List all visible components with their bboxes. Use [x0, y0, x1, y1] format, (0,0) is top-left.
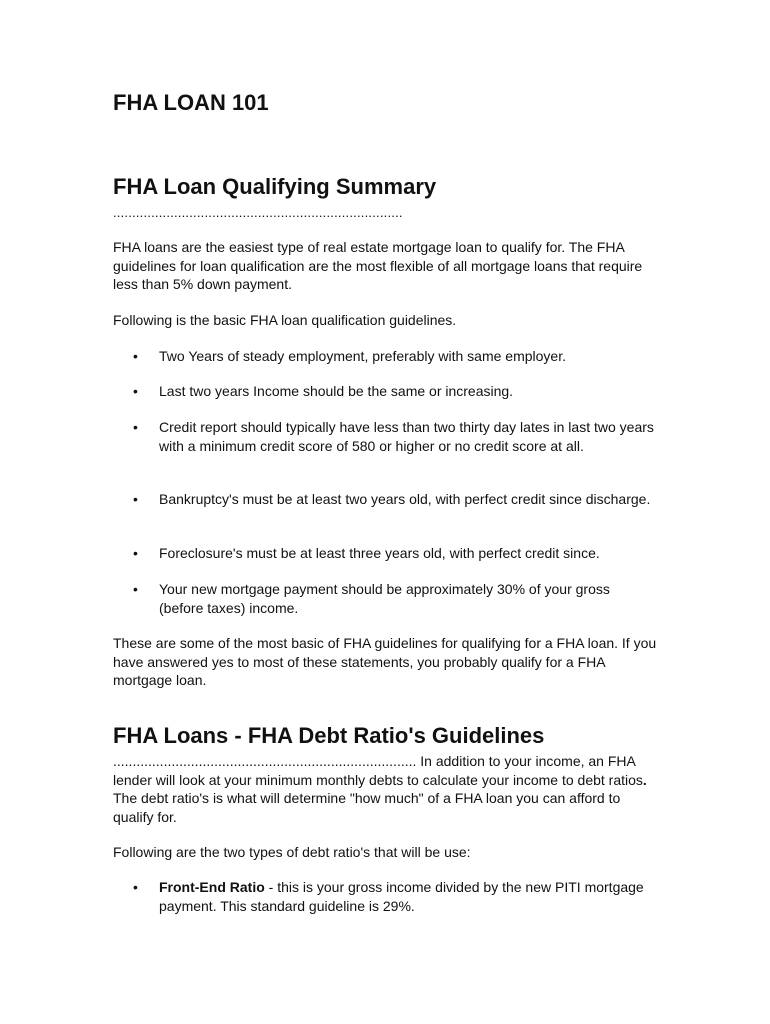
bullet-icon: • [133, 879, 138, 895]
list-item [113, 382, 658, 401]
bullet-icon: • [133, 581, 138, 597]
bullet-icon: • [133, 348, 138, 364]
conclusion-paragraph: These are some of the most basic of FHA guidelines for qualifying for a FHA loan. If you have answered yes to most of these statements, you probably qualify for a FHA mortgage loan. [113, 635, 657, 688]
list-item [113, 490, 658, 509]
debt-ratio-paragraph [113, 752, 658, 826]
bullet-icon: • [133, 545, 138, 561]
section-heading-qualifying-summary: FHA Loan Qualifying Summary [113, 174, 437, 199]
front-end-ratio-term: Front-End Ratio [159, 879, 265, 895]
debt-ratio-intro-tail: The debt ratio's is what will determine "how much" of a FHA loan you can afford to qualify for. [113, 790, 621, 825]
debt-ratio-intro: In addition to your income, an FHA lender will look at your minimum monthly debts to calculate your income to debt ratios [113, 753, 643, 788]
dotted-separator: ............................................................................ [113, 205, 403, 220]
list-item-text: Foreclosure's must be at least three years old, with perfect credit since. [159, 545, 600, 561]
list-item-text: Last two years Income should be the same or increasing. [159, 383, 514, 399]
bullet-icon: • [133, 419, 138, 435]
list-item [113, 878, 658, 915]
intro-paragraph: FHA loans are the easiest type of real estate mortgage loan to qualify for. The FHA guidelines for loan qualification are the most flexible of all mortgage loans that require less than 5% down payment. [113, 239, 643, 292]
list-item-text: Bankruptcy's must be at least two years old, with perfect credit since discharge. [159, 491, 651, 507]
list-item-text [159, 878, 658, 915]
list-item-text: Two Years of steady employment, preferably with same employer. [159, 348, 566, 364]
dotted-separator: .............................................................................. [113, 753, 417, 769]
list-item-text: Credit report should typically have less than two thirty day lates in last two years with a minimum credit score of 580 or higher or no credit score at all. [159, 419, 654, 454]
bullet-icon: • [133, 491, 138, 507]
bullet-icon: • [133, 383, 138, 399]
list-item-text: Your new mortgage payment should be approximately 30% of your gross (before taxes) income. [159, 581, 610, 616]
list-item [113, 544, 658, 563]
document-title: FHA LOAN 101 [113, 90, 269, 115]
debt-ratio-lead: Following are the two types of debt ratio's that will be use: [113, 844, 471, 860]
list-item [113, 347, 658, 366]
guidelines-lead: Following is the basic FHA loan qualification guidelines. [113, 312, 457, 328]
emphasis-period: . [642, 771, 647, 788]
list-item [113, 580, 658, 617]
list-item [113, 418, 658, 455]
front-end-ratio-description: - this is your gross income divided by the new PITI mortgage payment. This standard guideline is 29%. [159, 879, 644, 914]
section-heading-debt-ratio: FHA Loans - FHA Debt Ratio's Guidelines [113, 723, 545, 748]
